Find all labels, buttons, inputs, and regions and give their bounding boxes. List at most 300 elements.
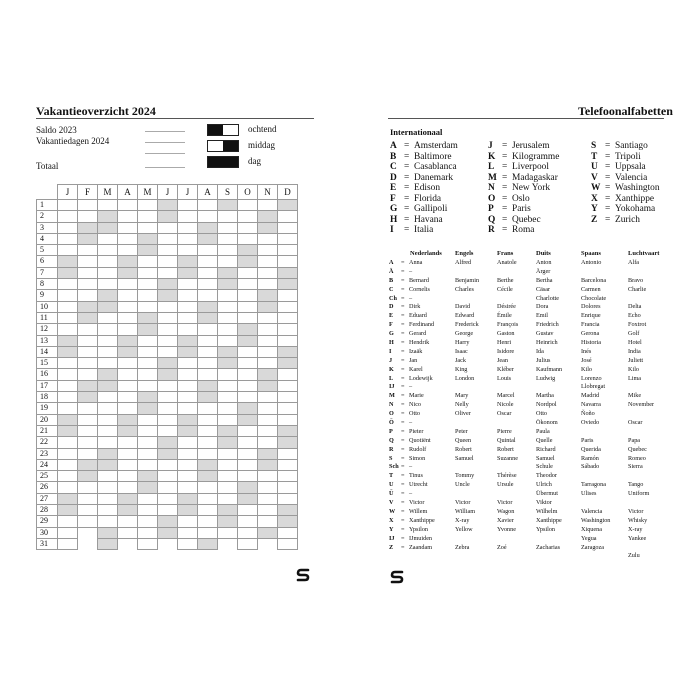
calendar-day-cell[interactable] [238,346,258,357]
calendar-day-cell[interactable] [138,312,158,323]
calendar-day-cell[interactable] [138,425,158,436]
calendar-day-cell[interactable] [258,516,278,527]
calendar-day-cell[interactable] [58,200,78,211]
calendar-day-cell[interactable] [178,335,198,346]
calendar-day-cell[interactable] [158,448,178,459]
calendar-day-cell[interactable] [198,200,218,211]
calendar-day-cell[interactable] [118,256,138,267]
calendar-day-cell[interactable] [178,380,198,391]
calendar-day-cell[interactable] [198,312,218,323]
calendar-day-cell[interactable] [218,459,238,470]
calendar-day-cell[interactable] [178,392,198,403]
calendar-day-cell[interactable] [98,369,118,380]
calendar-day-cell[interactable] [178,459,198,470]
calendar-day-cell[interactable] [178,211,198,222]
calendar-day-cell[interactable] [118,527,138,538]
calendar-day-cell[interactable] [238,222,258,233]
calendar-day-cell[interactable] [98,346,118,357]
calendar-day-cell[interactable] [138,538,158,549]
calendar-day-cell[interactable] [258,233,278,244]
calendar-day-cell[interactable] [58,425,78,436]
calendar-day-cell[interactable] [118,493,138,504]
calendar-day-cell[interactable] [178,245,198,256]
calendar-day-cell[interactable] [218,233,238,244]
calendar-day-cell[interactable] [238,369,258,380]
calendar-day-cell[interactable] [138,471,158,482]
calendar-day-cell[interactable] [98,233,118,244]
calendar-day-cell[interactable] [238,301,258,312]
calendar-day-cell[interactable] [58,493,78,504]
calendar-day-cell[interactable] [258,312,278,323]
calendar-day-cell[interactable] [98,200,118,211]
calendar-day-cell[interactable] [178,437,198,448]
calendar-day-cell[interactable] [218,425,238,436]
calendar-day-cell[interactable] [98,425,118,436]
calendar-day-cell[interactable] [118,414,138,425]
calendar-day-cell[interactable] [278,392,298,403]
calendar-day-cell[interactable] [198,290,218,301]
calendar-day-cell[interactable] [198,369,218,380]
calendar-day-cell[interactable] [118,425,138,436]
calendar-day-cell[interactable] [258,425,278,436]
calendar-day-cell[interactable] [158,527,178,538]
calendar-day-cell[interactable] [138,335,158,346]
calendar-day-cell[interactable] [238,527,258,538]
calendar-day-cell[interactable] [118,312,138,323]
calendar-day-cell[interactable] [118,346,138,357]
calendar-day-cell[interactable] [158,482,178,493]
calendar-day-cell[interactable] [218,380,238,391]
calendar-day-cell[interactable] [238,459,258,470]
calendar-day-cell[interactable] [178,414,198,425]
calendar-day-cell[interactable] [258,324,278,335]
calendar-day-cell[interactable] [238,335,258,346]
calendar-day-cell[interactable] [178,279,198,290]
calendar-day-cell[interactable] [138,200,158,211]
calendar-day-cell[interactable] [98,459,118,470]
calendar-day-cell[interactable] [58,222,78,233]
calendar-day-cell[interactable] [258,369,278,380]
calendar-day-cell[interactable] [98,482,118,493]
calendar-day-cell[interactable] [138,459,158,470]
calendar-day-cell[interactable] [178,358,198,369]
calendar-day-cell[interactable] [118,335,138,346]
calendar-day-cell[interactable] [218,358,238,369]
calendar-day-cell[interactable] [218,312,238,323]
calendar-day-cell[interactable] [58,369,78,380]
calendar-day-cell[interactable] [138,358,158,369]
calendar-day-cell[interactable] [218,256,238,267]
calendar-day-cell[interactable] [278,335,298,346]
calendar-day-cell[interactable] [78,516,98,527]
calendar-day-cell[interactable] [218,346,238,357]
calendar-day-cell[interactable] [158,380,178,391]
calendar-day-cell[interactable] [138,222,158,233]
calendar-day-cell[interactable] [138,482,158,493]
calendar-day-cell[interactable] [198,527,218,538]
calendar-day-cell[interactable] [258,380,278,391]
calendar-day-cell[interactable] [218,392,238,403]
calendar-day-cell[interactable] [98,312,118,323]
calendar-day-cell[interactable] [178,425,198,436]
calendar-day-cell[interactable] [158,437,178,448]
calendar-day-cell[interactable] [198,301,218,312]
calendar-day-cell[interactable] [238,256,258,267]
calendar-day-cell[interactable] [218,414,238,425]
calendar-day-cell[interactable] [138,493,158,504]
calendar-day-cell[interactable] [158,414,178,425]
calendar-day-cell[interactable] [58,403,78,414]
calendar-day-cell[interactable] [238,414,258,425]
calendar-day-cell[interactable] [98,505,118,516]
calendar-day-cell[interactable] [178,448,198,459]
calendar-day-cell[interactable] [58,267,78,278]
calendar-day-cell[interactable] [158,493,178,504]
calendar-day-cell[interactable] [138,346,158,357]
calendar-day-cell[interactable] [138,527,158,538]
calendar-day-cell[interactable] [118,403,138,414]
calendar-day-cell[interactable] [98,335,118,346]
calendar-day-cell[interactable] [238,516,258,527]
calendar-day-cell[interactable] [78,279,98,290]
calendar-day-cell[interactable] [198,482,218,493]
calendar-day-cell[interactable] [238,538,258,549]
calendar-day-cell[interactable] [118,437,138,448]
calendar-day-cell[interactable] [58,346,78,357]
calendar-day-cell[interactable] [258,437,278,448]
calendar-day-cell[interactable] [238,493,258,504]
calendar-day-cell[interactable] [98,211,118,222]
calendar-day-cell[interactable] [218,200,238,211]
calendar-day-cell[interactable] [238,290,258,301]
calendar-day-cell[interactable] [98,493,118,504]
calendar-day-cell[interactable] [258,403,278,414]
calendar-day-cell[interactable] [178,538,198,549]
calendar-day-cell[interactable] [78,425,98,436]
calendar-day-cell[interactable] [218,516,238,527]
calendar-day-cell[interactable] [58,301,78,312]
calendar-day-cell[interactable] [238,279,258,290]
calendar-day-cell[interactable] [178,301,198,312]
calendar-day-cell[interactable] [198,267,218,278]
calendar-day-cell[interactable] [98,392,118,403]
calendar-day-cell[interactable] [178,493,198,504]
calendar-day-cell[interactable] [178,290,198,301]
calendar-day-cell[interactable] [78,324,98,335]
calendar-day-cell[interactable] [138,267,158,278]
calendar-day-cell[interactable] [118,290,138,301]
calendar-day-cell[interactable] [138,279,158,290]
calendar-day-cell[interactable] [158,516,178,527]
calendar-day-cell[interactable] [58,516,78,527]
calendar-day-cell[interactable] [198,448,218,459]
calendar-day-cell[interactable] [258,482,278,493]
calendar-day-cell[interactable] [238,482,258,493]
calendar-day-cell[interactable] [238,380,258,391]
calendar-day-cell[interactable] [278,358,298,369]
calendar-day-cell[interactable] [58,538,78,549]
calendar-day-cell[interactable] [278,414,298,425]
calendar-day-cell[interactable] [78,493,98,504]
calendar-day-cell[interactable] [218,211,238,222]
calendar-day-cell[interactable] [258,471,278,482]
calendar-day-cell[interactable] [78,267,98,278]
calendar-day-cell[interactable] [258,301,278,312]
calendar-day-cell[interactable] [178,516,198,527]
calendar-day-cell[interactable] [258,505,278,516]
calendar-day-cell[interactable] [98,279,118,290]
calendar-day-cell[interactable] [118,516,138,527]
calendar-day-cell[interactable] [58,245,78,256]
calendar-day-cell[interactable] [198,380,218,391]
calendar-day-cell[interactable] [198,358,218,369]
calendar-day-cell[interactable] [138,245,158,256]
calendar-day-cell[interactable] [218,222,238,233]
calendar-day-cell[interactable] [118,211,138,222]
calendar-day-cell[interactable] [258,346,278,357]
calendar-day-cell[interactable] [158,200,178,211]
calendar-day-cell[interactable] [58,448,78,459]
calendar-day-cell[interactable] [78,290,98,301]
calendar-day-cell[interactable] [158,358,178,369]
calendar-day-cell[interactable] [198,335,218,346]
calendar-day-cell[interactable] [178,471,198,482]
calendar-day-cell[interactable] [78,222,98,233]
calendar-day-cell[interactable] [278,369,298,380]
calendar-day-cell[interactable] [158,459,178,470]
calendar-day-cell[interactable] [238,211,258,222]
calendar-day-cell[interactable] [258,527,278,538]
calendar-day-cell[interactable] [198,459,218,470]
calendar-day-cell[interactable] [278,312,298,323]
calendar-day-cell[interactable] [78,335,98,346]
calendar-day-cell[interactable] [98,437,118,448]
calendar-day-cell[interactable] [198,245,218,256]
calendar-day-cell[interactable] [258,290,278,301]
calendar-day-cell[interactable] [118,369,138,380]
calendar-day-cell[interactable] [198,256,218,267]
calendar-day-cell[interactable] [138,448,158,459]
calendar-day-cell[interactable] [198,346,218,357]
calendar-day-cell[interactable] [158,290,178,301]
calendar-day-cell[interactable] [118,448,138,459]
calendar-day-cell[interactable] [278,380,298,391]
calendar-day-cell[interactable] [278,403,298,414]
calendar-day-cell[interactable] [218,493,238,504]
calendar-day-cell[interactable] [58,414,78,425]
calendar-day-cell[interactable] [78,471,98,482]
calendar-day-cell[interactable] [238,324,258,335]
calendar-day-cell[interactable] [158,279,178,290]
calendar-day-cell[interactable] [278,516,298,527]
calendar-day-cell[interactable] [278,290,298,301]
calendar-day-cell[interactable] [158,256,178,267]
calendar-day-cell[interactable] [178,527,198,538]
calendar-day-cell[interactable] [58,358,78,369]
calendar-day-cell[interactable] [158,233,178,244]
calendar-day-cell[interactable] [158,471,178,482]
calendar-day-cell[interactable] [238,403,258,414]
calendar-day-cell[interactable] [198,392,218,403]
calendar-day-cell[interactable] [158,245,178,256]
calendar-day-cell[interactable] [78,301,98,312]
calendar-day-cell[interactable] [158,346,178,357]
calendar-day-cell[interactable] [138,437,158,448]
calendar-day-cell[interactable] [258,245,278,256]
calendar-day-cell[interactable] [258,279,278,290]
calendar-day-cell[interactable] [178,369,198,380]
calendar-day-cell[interactable] [58,459,78,470]
calendar-day-cell[interactable] [158,312,178,323]
calendar-day-cell[interactable] [278,324,298,335]
calendar-day-cell[interactable] [198,516,218,527]
calendar-day-cell[interactable] [278,256,298,267]
calendar-day-cell[interactable] [78,392,98,403]
calendar-day-cell[interactable] [78,505,98,516]
calendar-day-cell[interactable] [118,459,138,470]
calendar-day-cell[interactable] [78,200,98,211]
calendar-day-cell[interactable] [158,324,178,335]
calendar-day-cell[interactable] [118,505,138,516]
calendar-day-cell[interactable] [278,245,298,256]
calendar-day-cell[interactable] [78,312,98,323]
calendar-day-cell[interactable] [118,482,138,493]
calendar-day-cell[interactable] [218,437,238,448]
calendar-day-cell[interactable] [58,527,78,538]
calendar-day-cell[interactable] [98,267,118,278]
calendar-day-cell[interactable] [218,482,238,493]
calendar-day-cell[interactable] [278,346,298,357]
calendar-day-cell[interactable] [198,211,218,222]
calendar-day-cell[interactable] [198,437,218,448]
calendar-day-cell[interactable] [118,358,138,369]
calendar-day-cell[interactable] [158,267,178,278]
calendar-day-cell[interactable] [98,380,118,391]
calendar-day-cell[interactable] [158,335,178,346]
calendar-day-cell[interactable] [258,459,278,470]
calendar-day-cell[interactable] [278,538,298,549]
calendar-day-cell[interactable] [158,403,178,414]
calendar-day-cell[interactable] [218,324,238,335]
calendar-day-cell[interactable] [98,471,118,482]
calendar-day-cell[interactable] [258,448,278,459]
calendar-day-cell[interactable] [78,380,98,391]
calendar-day-cell[interactable] [58,256,78,267]
calendar-day-cell[interactable] [98,256,118,267]
calendar-day-cell[interactable] [58,233,78,244]
calendar-day-cell[interactable] [58,505,78,516]
calendar-day-cell[interactable] [258,414,278,425]
calendar-day-cell[interactable] [78,369,98,380]
calendar-day-cell[interactable] [58,290,78,301]
calendar-day-cell[interactable] [278,267,298,278]
calendar-day-cell[interactable] [218,471,238,482]
calendar-day-cell[interactable] [258,222,278,233]
calendar-day-cell[interactable] [118,279,138,290]
calendar-day-cell[interactable] [198,403,218,414]
calendar-day-cell[interactable] [98,222,118,233]
calendar-day-cell[interactable] [78,403,98,414]
calendar-day-cell[interactable] [178,403,198,414]
calendar-day-cell[interactable] [98,414,118,425]
calendar-day-cell[interactable] [258,493,278,504]
calendar-day-cell[interactable] [58,324,78,335]
calendar-day-cell[interactable] [118,233,138,244]
calendar-day-cell[interactable] [218,505,238,516]
calendar-day-cell[interactable] [118,301,138,312]
calendar-day-cell[interactable] [178,324,198,335]
calendar-day-cell[interactable] [258,200,278,211]
calendar-day-cell[interactable] [58,211,78,222]
calendar-day-cell[interactable] [258,211,278,222]
calendar-day-cell[interactable] [238,448,258,459]
calendar-day-cell[interactable] [198,233,218,244]
calendar-day-cell[interactable] [258,392,278,403]
calendar-day-cell[interactable] [118,392,138,403]
calendar-day-cell[interactable] [238,245,258,256]
calendar-day-cell[interactable] [278,425,298,436]
calendar-day-cell[interactable] [98,245,118,256]
calendar-day-cell[interactable] [258,335,278,346]
calendar-day-cell[interactable] [278,200,298,211]
calendar-day-cell[interactable] [138,392,158,403]
calendar-day-cell[interactable] [78,233,98,244]
calendar-day-cell[interactable] [78,437,98,448]
calendar-day-cell[interactable] [198,471,218,482]
calendar-day-cell[interactable] [278,505,298,516]
calendar-day-cell[interactable] [78,414,98,425]
calendar-day-cell[interactable] [178,233,198,244]
calendar-day-cell[interactable] [278,437,298,448]
calendar-day-cell[interactable] [198,493,218,504]
calendar-day-cell[interactable] [98,324,118,335]
calendar-day-cell[interactable] [78,245,98,256]
calendar-day-cell[interactable] [178,267,198,278]
calendar-day-cell[interactable] [218,335,238,346]
calendar-day-cell[interactable] [138,403,158,414]
calendar-day-cell[interactable] [258,256,278,267]
calendar-day-cell[interactable] [278,279,298,290]
calendar-day-cell[interactable] [278,459,298,470]
calendar-day-cell[interactable] [158,222,178,233]
calendar-day-cell[interactable] [138,290,158,301]
calendar-day-cell[interactable] [238,358,258,369]
calendar-day-cell[interactable] [118,471,138,482]
calendar-day-cell[interactable] [58,279,78,290]
calendar-day-cell[interactable] [98,358,118,369]
calendar-day-cell[interactable] [238,437,258,448]
calendar-day-cell[interactable] [178,222,198,233]
calendar-day-cell[interactable] [138,233,158,244]
calendar-day-cell[interactable] [198,222,218,233]
calendar-day-cell[interactable] [98,516,118,527]
calendar-day-cell[interactable] [198,414,218,425]
calendar-day-cell[interactable] [138,369,158,380]
calendar-day-cell[interactable] [218,527,238,538]
calendar-day-cell[interactable] [118,380,138,391]
calendar-day-cell[interactable] [218,279,238,290]
calendar-day-cell[interactable] [58,471,78,482]
calendar-day-cell[interactable] [138,380,158,391]
calendar-day-cell[interactable] [118,267,138,278]
calendar-day-cell[interactable] [198,538,218,549]
calendar-day-cell[interactable] [138,301,158,312]
calendar-day-cell[interactable] [138,211,158,222]
calendar-day-cell[interactable] [138,414,158,425]
calendar-day-cell[interactable] [58,482,78,493]
calendar-day-cell[interactable] [238,312,258,323]
calendar-day-cell[interactable] [178,200,198,211]
